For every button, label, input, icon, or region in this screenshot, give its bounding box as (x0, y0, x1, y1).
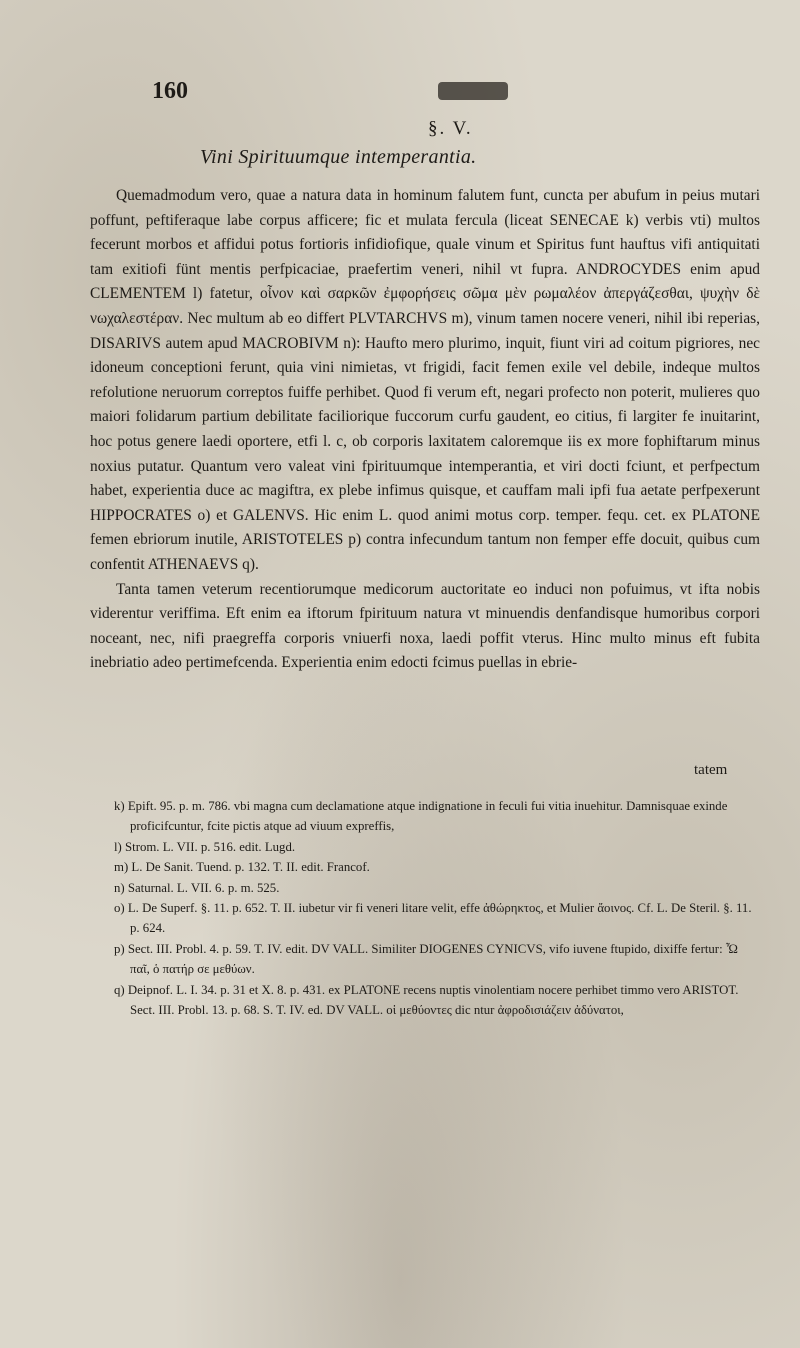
footnote: o) L. De Superf. §. 11. p. 652. T. II. iubetur vir fi veneri litare velit, effe ἀθώρηκτος, et Mulier ἄοινος. Cf. L. De Steril. §. 11. p. 624. (114, 901, 752, 936)
footnotes (114, 796, 754, 1020)
footnote: k) Epift. 95. p. m. 786. vbi magna cum declamatione atque indignatione in feculi fui vitia inuehitur. Damnisquae exinde proficifcuntur, fcite pictis atque ad viuum expreffis, (114, 799, 728, 834)
footnote: l) Strom. L. VII. p. 516. edit. Lugd. (114, 839, 296, 854)
body-paragraph: Tanta tamen veterum recentiorumque medicorum auctoritate eo induci non pofuimus, vt ifta nobis viderentur veriffima. Eft enim ea iftorum fpirituum natura vt minuendis denfandisque humoribus corpori noceant, nec, nifi praegreffa corporis vniuerfi noxa, laedi poffit vterus. Hinc multo minus eft fubita inebriatio adeo pertimefcenda. Experientia enim edocti fcimus puellas in ebrie- (90, 580, 760, 672)
section-number: §. V. (428, 118, 473, 139)
body-text (90, 184, 760, 676)
body-paragraph: Quemadmodum vero, quae a natura data in hominum falutem funt, cuncta per abufum in peius mutari poffunt, peftiferaque labe corpus afficere; fic et mulata fercula (liceat SENECAE k) verbis vti) multos fecerunt morbos et affidui potus fortioris infidiofique, quale vinum et Spiritus funt hauftus vifi antiquitati tam exitiofi fünt mentis perfpicaciae, praefertim veneri, nihil vt fupra. ANDROCYDES enim apud CLEMENTEM l) fatetur, οἶνον καὶ σαρκῶν ἐμφορήσεις σῶμα μὲν ρωμαλέον ἀπεργάζεσθαι, ψυχὴν δὲ νωχαλεστέραν. Nec multum ab eo differt PLVTARCHVS m), vinum tamen nocere veneri, nihil ibi reperias, DISARIVS autem apud MACROBIVM n): Haufto mero plurimo, inquit, fiunt viri ad coitum pigriores, nec idoneum conceptioni ferunt, quia vini nimietas, vt frigidi, facit femen exile vel debile, indeque multos refolutione neruorum correptos fuiffe perhibet. Quod fi verum eft, negari profecto non poterit, mulieres quo maiori folidarum partium debilitate faciliorique fuccorum curfu gaudent, eo citius, fi largiter fe inuitarint, hoc potus genere laedi oportere, etfi l. c, ob corporis laxitatem caloremque iis ex more fophiftarum minus noxius putatur. Quantum vero valeat vini fpirituumque intemperantia, et viri docti fciunt, et perfpectum habet, experientia duce ac magiftra, ex plebe infimus quisque, et cauffam mali ipfi fua aetate perfpexerunt HIPPOCRATES o) et GALENVS. Hic enim L. quod animi motus corp. temper. fequ. cet. ex PLATONE femen ebriorum inutile, ARISTOTELES p) contra infecundum tantum non femper effe docuit, quibus cum confentit ATHENAEVS q). (90, 187, 760, 573)
footnote: p) Sect. III. Probl. 4. p. 59. T. IV. edit. DV VALL. Similiter DIOGENES CYNICVS, vifo iuvene ftupido, dixiffe fertur: Ὦ παῖ, ὁ πατήρ σε μεθύων. (114, 941, 738, 977)
footnote: n) Saturnal. L. VII. 6. p. m. 525. (114, 880, 280, 895)
page-number: 160 (152, 78, 188, 104)
catchword: tatem (694, 762, 728, 778)
footnote: m) L. De Sanit. Tuend. p. 132. T. II. edit. Francof. (114, 860, 370, 875)
footnote: q) Deipnof. L. I. 34. p. 31 et X. 8. p. 431. ex PLATONE recens nuptis vinolentiam nocere perhibet timmo vero ARISTOT. Sect. III. Probl. 13. p. 68. S. T. IV. ed. DV VALL. οἱ μεθύοντες dic ntur ἀφροδισιάζειν ἀδύνατοι, (114, 982, 739, 1018)
header-ornament (438, 82, 508, 100)
section-title: Vini Spirituumque intemperantia. (200, 146, 477, 168)
page-header (138, 78, 698, 108)
